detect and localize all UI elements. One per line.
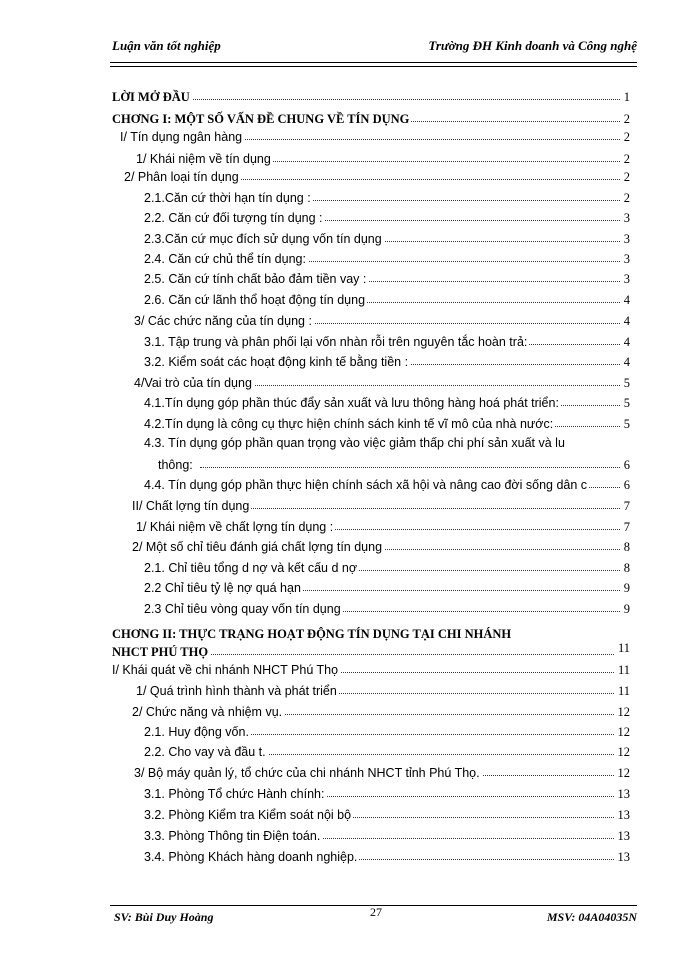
toc-entry-title: 2.2. Căn cứ đối tượng tín dụng :: [144, 211, 323, 225]
toc-entry-page: 3: [621, 252, 630, 267]
toc-entry-title: 2/ Một số chỉ tiêu đánh giá chất lợng tín dụng: [132, 540, 383, 554]
toc-entry-page: 4: [621, 335, 630, 350]
toc-entry[interactable]: [0, 627, 700, 659]
toc-entry[interactable]: [0, 663, 700, 683]
toc-entry-page: 5: [621, 417, 630, 432]
toc-entry[interactable]: [0, 170, 700, 190]
toc-entry-page: 2: [621, 112, 630, 127]
toc-entry-title: I/ Tín dụng ngân hàng: [120, 130, 243, 144]
toc-entry-page: 12: [615, 766, 631, 781]
toc-entry-title-continued: NHCT PHÚ THỌ: [112, 645, 209, 659]
toc-entry-title: 2.5. Căn cứ tính chất bảo đảm tiền vay :: [144, 272, 367, 286]
toc-entry-page: 11: [615, 641, 630, 656]
toc-entry[interactable]: [0, 90, 700, 110]
toc-entry[interactable]: [0, 478, 700, 498]
toc-entry-title: 4.3. Tín dụng góp phần quan trọng vào việc giảm thấp chi phí sản xuất và lu: [144, 436, 565, 450]
toc-entry[interactable]: [0, 112, 700, 132]
toc-entry[interactable]: [0, 745, 700, 765]
toc-entry-page: 2: [621, 191, 630, 206]
toc-entry[interactable]: [0, 152, 700, 172]
toc-entry-page: 1: [621, 90, 630, 105]
content-frame-top: [110, 66, 637, 67]
toc-entry-title: 4.2.Tín dụng là công cụ thực hiện chính sách kinh tế vĩ mô của nhà nước:: [144, 417, 554, 431]
toc-entry-title: 2.4. Căn cứ chủ thể tín dụng:: [144, 252, 306, 266]
toc-entry-page: 9: [621, 581, 630, 596]
toc-entry-title: 1/ Khái niệm về tín dụng: [136, 152, 271, 166]
toc-entry-page: 6: [621, 458, 630, 473]
toc-entry-page: 12: [615, 705, 631, 720]
toc-entry[interactable]: [0, 581, 700, 601]
toc-entry-title: 3/ Các chức năng của tín dụng :: [134, 314, 312, 328]
toc-entry-title: CHƠNG II: THỰC TRẠNG HOẠT ĐỘNG TÍN DỤNG TẠI CHI NHÁNH: [112, 627, 512, 641]
toc-entry[interactable]: [0, 499, 700, 519]
toc-entry[interactable]: [0, 766, 700, 786]
toc-entry-title-continued: thông:: [158, 458, 193, 472]
toc-entry-title: 2.3 Chỉ tiêu vòng quay vốn tín dụng: [144, 602, 341, 616]
toc-entry[interactable]: [0, 808, 700, 828]
toc-entry-title: II/ Chất lợng tín dụng: [132, 499, 250, 513]
toc-entry[interactable]: [0, 272, 700, 292]
toc-entry-page: 8: [621, 540, 630, 555]
toc-entry[interactable]: [0, 293, 700, 313]
toc-entry-title: 4.1.Tín dụng góp phần thúc đẩy sản xuất và lưu thông hàng hoá phát triển:: [144, 396, 559, 410]
toc-entry-title: CHƠNG I: MỘT SỐ VẤN ĐỀ CHUNG VỀ TÍN DỤNG: [112, 112, 410, 126]
toc-entry-title: 2.1. Huy động vốn.: [144, 725, 249, 739]
toc-entry-title: 2.1.Căn cứ thời hạn tín dụng :: [144, 191, 311, 205]
toc-entry-page: 4: [621, 355, 630, 370]
toc-entry[interactable]: [0, 211, 700, 231]
toc-entry-page: 13: [615, 829, 631, 844]
toc-entry-page: 11: [615, 663, 630, 678]
toc-entry-title: 4.4. Tín dụng góp phần thực hiện chính sách xã hội và nâng cao đời sống dân c: [144, 478, 588, 492]
toc-entry-title: 3.1. Tập trung và phân phối lại vốn nhàn rỗi trên nguyên tắc hoàn trả:: [144, 335, 528, 349]
toc-entry-title: 2/ Phân loại tín dụng: [124, 170, 239, 184]
toc-entry-title: LỜI MỞ ĐẦU: [112, 90, 190, 104]
toc-entry-page: 7: [621, 499, 630, 514]
toc-entry-title: 3.3. Phòng Thông tin Điện toán.: [144, 829, 321, 843]
toc-entry-page: 4: [621, 314, 630, 329]
toc-entry-page: 13: [615, 787, 631, 802]
toc-entry-page: 2: [621, 170, 630, 185]
toc-entry-title: I/ Khái quát về chi nhánh NHCT Phú Thọ: [112, 663, 339, 677]
toc-entry-page: 2: [621, 130, 630, 145]
toc-entry[interactable]: [0, 355, 700, 375]
toc-entry[interactable]: [0, 314, 700, 334]
toc-entry-title: 2.1. Chỉ tiêu tổng d nợ và kết cấu d nợ: [144, 561, 358, 575]
toc-entry[interactable]: [0, 191, 700, 211]
toc-entry[interactable]: [0, 417, 700, 437]
toc-entry[interactable]: [0, 252, 700, 272]
toc-entry-page: 3: [621, 272, 630, 287]
toc-entry-page: 2: [621, 152, 630, 167]
toc-entry-page: 11: [615, 684, 630, 699]
toc-entry[interactable]: [0, 787, 700, 807]
toc-entry-page: 3: [621, 232, 630, 247]
header-left: Luận văn tốt nghiệp: [112, 38, 221, 53]
toc-entry[interactable]: [0, 436, 700, 472]
toc-leader-dots: [200, 467, 628, 468]
footer-student-id: MSV: 04A04035N: [546, 910, 637, 924]
toc-entry-title: 3.2. Phòng Kiểm tra Kiểm soát nội bộ: [144, 808, 352, 822]
toc-entry[interactable]: [0, 396, 700, 416]
toc-entry-title: 1/ Quá trình hình thành và phát triển: [136, 684, 337, 698]
toc-entry-title: 2.3.Căn cứ mục đích sử dụng vốn tín dụng: [144, 232, 382, 246]
toc-entry[interactable]: [0, 520, 700, 540]
toc-entry[interactable]: [0, 705, 700, 725]
toc-entry[interactable]: [0, 725, 700, 745]
footer-page-number: 27: [370, 905, 382, 919]
toc-entry-title: 3.4. Phòng Khách hàng doanh nghiệp.: [144, 850, 358, 864]
toc-entry-page: 8: [621, 561, 630, 576]
toc-entry-page: 7: [621, 520, 630, 535]
toc-entry-title: 2.6. Căn cứ lãnh thổ hoạt động tín dụng: [144, 293, 366, 307]
header-right: Trường ĐH Kinh doanh và Công nghệ: [428, 38, 637, 53]
toc-entry-page: 5: [621, 396, 630, 411]
toc-entry[interactable]: [0, 335, 700, 355]
toc-leader-dots: [152, 99, 628, 100]
toc-leader-dots: [200, 654, 628, 655]
toc-entry[interactable]: [0, 130, 700, 150]
toc-entry[interactable]: [0, 829, 700, 849]
toc-entry-page: 4: [621, 293, 630, 308]
header-divider: [110, 62, 637, 63]
toc-entry-title: 3.1. Phòng Tổ chức Hành chính:: [144, 787, 325, 801]
toc-entry-title: 2/ Chức năng và nhiệm vụ.: [132, 705, 283, 719]
toc-entry-page: 13: [615, 850, 631, 865]
toc-entry-title: 1/ Khái niệm về chất lợng tín dụng :: [136, 520, 334, 534]
toc-entry[interactable]: [0, 232, 700, 252]
toc-entry-page: 9: [621, 602, 630, 617]
toc-entry[interactable]: [0, 540, 700, 560]
toc-entry[interactable]: [0, 376, 700, 396]
toc-entry-title: 3/ Bộ máy quản lý, tổ chức của chi nhánh NHCT tỉnh Phú Thọ.: [134, 766, 480, 780]
toc-entry-page: 6: [621, 478, 630, 493]
toc-entry-title: 2.2. Cho vay và đầu t.: [144, 745, 266, 759]
toc-entry-title: 2.2 Chỉ tiêu tỷ lệ nợ quá hạn: [144, 581, 301, 595]
toc-entry-page: 5: [621, 376, 630, 391]
footer-student-name: SV: Bùi Duy Hoàng: [114, 910, 214, 924]
toc-entry-page: 13: [615, 808, 631, 823]
toc-entry[interactable]: [0, 602, 700, 622]
toc-entry-page: 3: [621, 211, 630, 226]
toc-entry[interactable]: [0, 684, 700, 704]
toc-entry[interactable]: [0, 850, 700, 870]
toc-entry-page: 12: [615, 745, 631, 760]
toc-entry-page: 12: [615, 725, 631, 740]
toc-entry[interactable]: [0, 561, 700, 581]
toc-entry-title: 4/Vai trò của tín dụng: [134, 376, 252, 390]
toc-entry-title: 3.2. Kiểm soát các hoạt động kinh tế bằng tiền :: [144, 355, 409, 369]
